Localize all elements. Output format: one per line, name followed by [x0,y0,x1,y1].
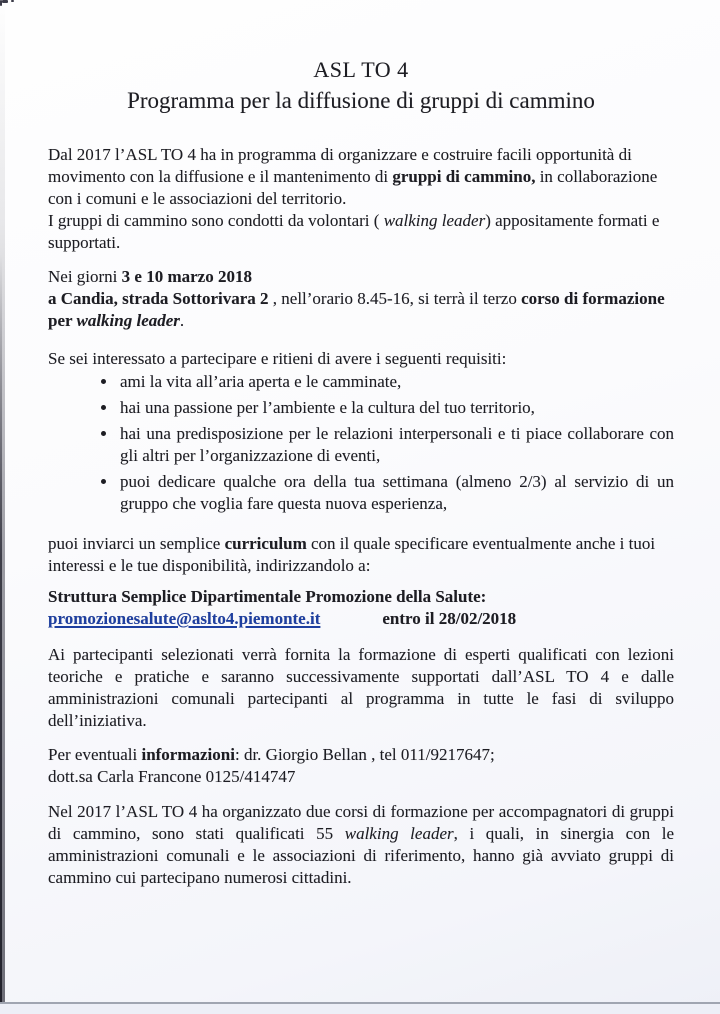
email-link[interactable]: promozionesalute@aslto4.piemonte.it [48,609,321,628]
paragraph-2017-results: Nel 2017 l’ASL TO 4 ha organizzato due corsi di formazione per accompagnatori di gruppi di cammino, sono stati qualificati 55 walking leader, i quali, in sinergia con le amministrazioni comunali e le associazioni di riferimento, hanno già avviato gruppi di cammino cui partecipano numerosi cittadini. [48,802,675,887]
document-subtitle: Programma per la diffusione di gruppi di cammino [127,88,595,113]
paragraph-requirements-intro: Se sei interessato a partecipare e ritieni di avere i seguenti requisiti: [48,349,507,368]
scan-speck [11,0,14,2]
requirement-item: • puoi dedicare qualche ora della tua settimana (almeno 2/3) al servizio di un gruppo che voglia fare questa nuova esperienza, [118,471,674,515]
document-title: ASL TO 4 [313,57,409,82]
scan-bottom-edge-line [0,1002,720,1014]
deadline-text: entro il 28/02/2018 [382,609,517,628]
requirement-item: • ami la vita all’aria aperta e le camminate, [118,371,674,393]
scan-speck [2,0,8,3]
paragraph-curriculum: puoi inviarci un semplice curriculum con il quale specificare eventualmente anche i tuoi interessi e le tue disponibilità, indirizzandolo a: [48,534,656,575]
requirements-list [48,371,674,515]
requirement-item: • hai una predisposizione per le relazioni interpersonali e ti piace collaborare con gli altri per l’organizzazione di eventi, [118,423,674,467]
document-content [48,56,674,901]
paragraph-participants: Ai partecipanti selezionati verrà fornita la formazione di esperti qualificati con lezioni teoriche e pratiche e saranno successivamente supportati dall’ASL TO 4 e dalle amministrazioni comunali partecipanti al programma in tutte le fasi di sviluppo dell’iniziativa. [48,645,674,730]
scan-left-edge-shadow [0,0,5,1014]
paragraph-intro: Dal 2017 l’ASL TO 4 ha in programma di organizzare e costruire facili opportunità di movimento con la diffusione e il mantenimento di gruppi di cammino, in collaborazione con i comuni e le associazioni del territorio. I gruppi di cammino sono condotti da volontari ( walking leader) appositamente formati e supportati. [48,145,660,252]
struttura-label: Struttura Semplice Dipartimentale Promozione della Salute: [48,587,487,606]
paragraph-info-contacts: Per eventuali informazioni: dr. Giorgio Bellan , tel 011/9217647; dott.sa Carla Francone 0125/414747 [48,745,495,786]
contact-block [48,586,674,630]
paragraph-course-dates: Nei giorni 3 e 10 marzo 2018 a Candia, strada Sottorivara 2 , nell’orario 8.45-16, si terrà il terzo corso di formazione per walking leader. [48,267,665,330]
scan-speck [0,0,2,6]
requirement-item: • hai una passione per l’ambiente e la cultura del tuo territorio, [118,397,674,419]
